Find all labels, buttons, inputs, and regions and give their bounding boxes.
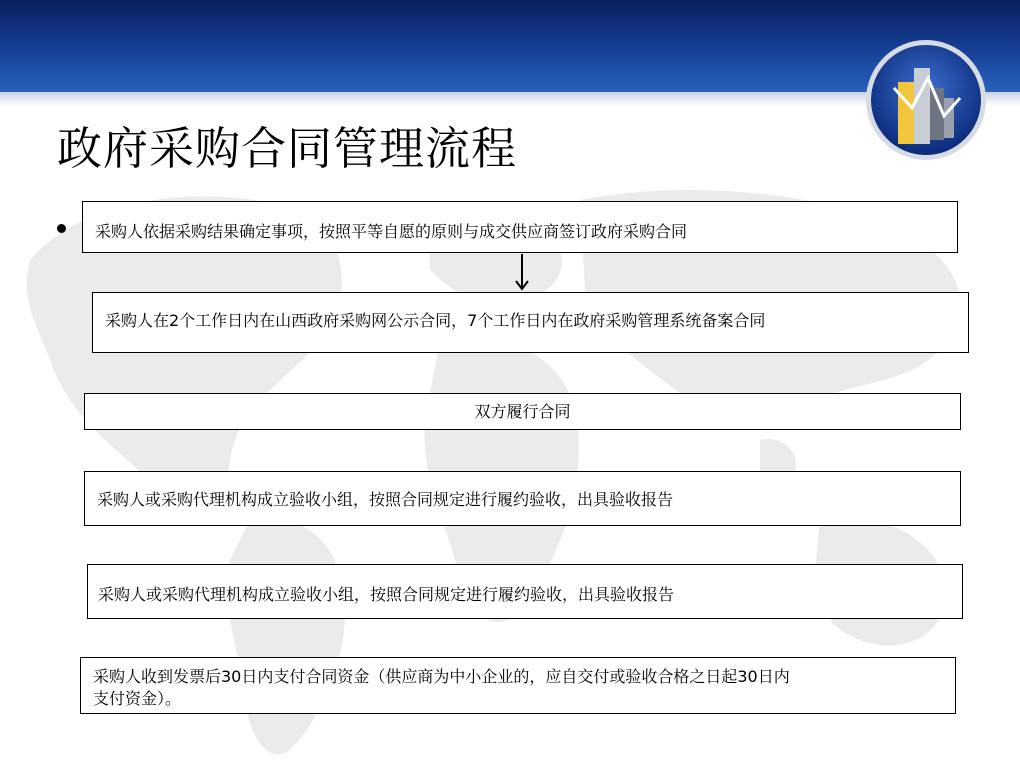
page-title: 政府采购合同管理流程: [57, 122, 518, 175]
step-6-text-line1: 采购人收到发票后30日内支付合同资金（供应商为中小企业的，应自交付或验收合格之日起30日内: [93, 667, 790, 686]
step-6-text-line2: 支付资金）。: [93, 689, 182, 708]
down-arrow-icon: [514, 254, 530, 292]
bullet-icon: [57, 224, 66, 233]
process-step-2: [92, 292, 969, 353]
process-step-6: [80, 657, 956, 714]
process-step-4: [84, 471, 961, 526]
process-step-1: [82, 201, 958, 253]
step-2-text: 采购人在2个工作日内在山西政府采购网公示合同，7个工作日内在政府采购管理系统备案合同: [105, 311, 766, 330]
bar-chart-globe-icon: [864, 38, 988, 162]
step-4-text: 采购人或采购代理机构成立验收小组，按照合同规定进行履约验收，出具验收报告: [97, 490, 674, 509]
step-5-text: 采购人或采购代理机构成立验收小组，按照合同规定进行履约验收，出具验收报告: [98, 585, 675, 604]
process-step-3: [84, 393, 961, 430]
step-1-text: 采购人依据采购结果确定事项，按照平等自愿的原则与成交供应商签订政府采购合同: [95, 222, 688, 241]
step-3-text: 双方履行合同: [474, 402, 571, 421]
process-step-5: [87, 564, 963, 619]
